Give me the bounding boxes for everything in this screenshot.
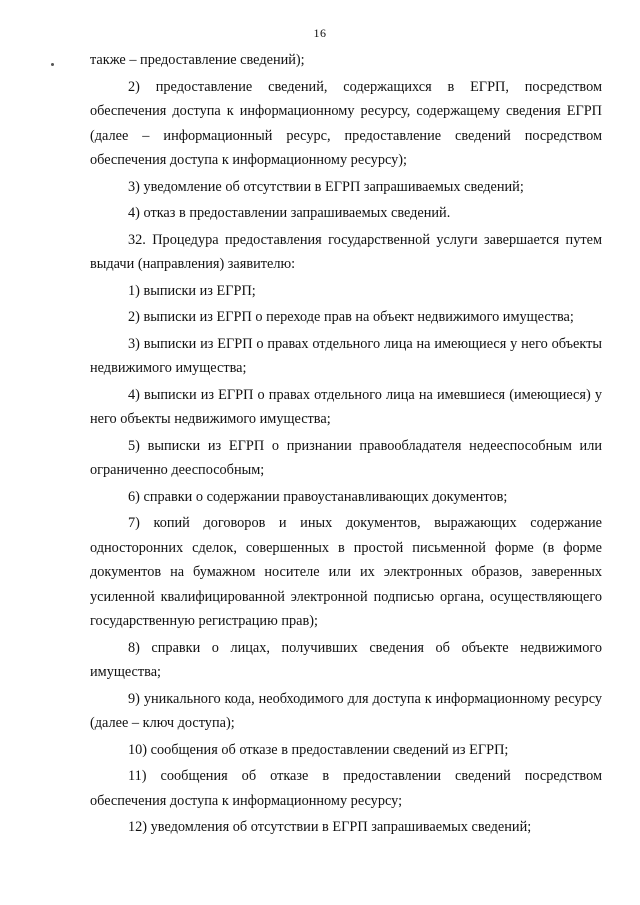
paragraph: 12) уведомления об отсутствии в ЕГРП запрашиваемых сведений; <box>128 819 532 835</box>
paragraph: 2) предоставление сведений, содержащихся в ЕГРП, посредством обеспечения доступа к информационному ресурсу, содержащему сведения ЕГРП (далее – информационный ресурс, предоставление сведений посредством обеспечения доступа к информационному ресурсу); <box>90 78 602 168</box>
paragraph: 3) выписки из ЕГРП о правах отдельного лица на имеющиеся у него объекты недвижимого имущества; <box>90 335 602 376</box>
paragraph: 11) сообщения об отказе в предоставлении сведений посредством обеспечения доступа к информационному ресурсу; <box>90 768 602 809</box>
paragraph: 10) сообщения об отказе в предоставлении сведений из ЕГРП; <box>128 741 509 758</box>
paragraph: 7) копий договоров и иных документов, выражающих содержание односторонних сделок, совершенных в простой письменной форме (в форме документов на бумажном носителе или их электронных образов, заверенных усиленной квалифицированной электронной подписью органа, осуществляющего государственную регистрацию прав); <box>90 515 602 629</box>
paragraph: 9) уникального кода, необходимого для доступа к информационному ресурсу (далее – ключ доступа); <box>90 690 602 731</box>
paragraph: 2) выписки из ЕГРП о переходе прав на объект недвижимого имущества; <box>128 309 574 325</box>
paragraph: 32. Процедура предоставления государственной услуги завершается путем выдачи (направления) заявителю: <box>90 231 602 272</box>
scan-speck <box>51 63 54 66</box>
document-body <box>90 48 602 842</box>
page-number: 16 <box>313 26 327 40</box>
paragraph: 4) выписки из ЕГРП о правах отдельного лица на имевшиеся (имеющиеся) у него объекты недвижимого имущества; <box>90 386 602 427</box>
paragraph: 8) справки о лицах, получивших сведения об объекте недвижимого имущества; <box>90 639 602 680</box>
paragraph: также – предоставление сведений); <box>90 52 305 68</box>
paragraph: 3) уведомление об отсутствии в ЕГРП запрашиваемых сведений; <box>128 178 524 195</box>
paragraph: 6) справки о содержании правоустанавливающих документов; <box>128 488 508 505</box>
paragraph: 1) выписки из ЕГРП; <box>128 282 256 299</box>
paragraph: 4) отказ в предоставлении запрашиваемых сведений. <box>128 205 451 221</box>
paragraph: 5) выписки из ЕГРП о признании правообладателя недееспособным или ограниченно дееспособным; <box>90 437 602 478</box>
